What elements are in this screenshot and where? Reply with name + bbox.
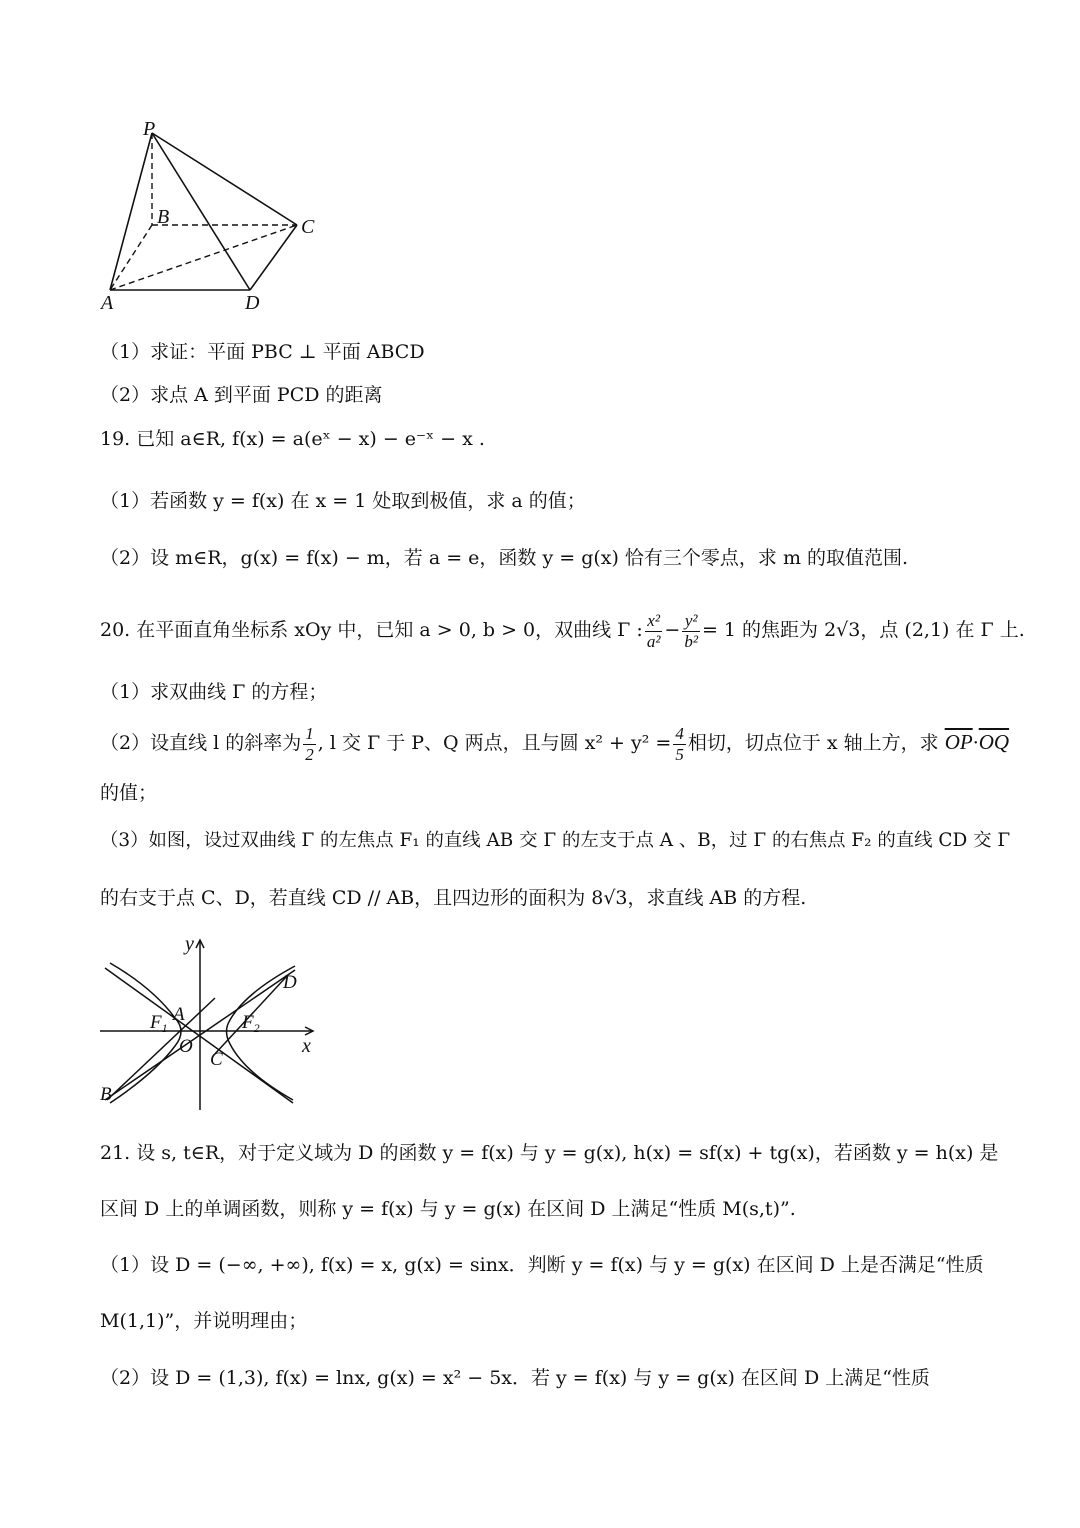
label-D: D (245, 292, 260, 314)
q20-part3-line2: 的右支于点 C、D，若直线 CD // AB，且四边形的面积为 8√3，求直线 AB 的方程. (100, 887, 807, 909)
q20-part2-a: （2）设直线 l 的斜率为 (100, 732, 302, 754)
label-F1: $F_1$ (150, 1012, 168, 1035)
q20-part2 (100, 720, 1009, 765)
dot-product: · (972, 732, 979, 754)
fraction-y2-b2: $\frac{\text{y²}}{\text{b²}}$ (684, 610, 698, 651)
q21-line2: 区间 D 上的单调函数，则称 y = f(x) 与 y = g(x) 在区间 D 上满足“性质 M(s,t)”. (100, 1198, 796, 1220)
q19-part1: （1）若函数 y = f(x) 在 x = 1 处取到极值，求 a 的值； (100, 490, 586, 512)
fraction-4-5: $\frac{4}{5}$ (675, 723, 684, 764)
q18-part2: （2）求点 A 到平面 PCD 的距离 (100, 384, 383, 406)
label-P: P (143, 118, 156, 140)
q20-stem-b: = 1 的焦距为 2√3，点 (2,1) 在 Γ 上. (701, 619, 1025, 641)
vector-OQ: $\overline{OQ}$ (978, 730, 1010, 754)
label-C: C (301, 216, 315, 238)
q20-minus: − (664, 619, 681, 641)
label-D2: D (283, 972, 297, 993)
q21-part2-line1: （2）设 D = (1,3), f(x) = lnx, g(x) = x² − 5x．若 y = f(x) 与 y = g(x) 在区间 D 上满足“性质 (100, 1367, 930, 1389)
label-F2: $F_2$ (242, 1012, 260, 1035)
q19-stem: 19. 已知 a∈R, f(x) = a(eˣ − x) − e⁻ˣ − x . (100, 428, 485, 450)
label-A: A (101, 292, 114, 314)
hyperbola-figure (95, 928, 325, 1113)
fraction-1-2: $\frac{1}{2}$ (305, 723, 314, 764)
pyramid-figure (95, 115, 335, 320)
q20-part3-line1: （3）如图，设过双曲线 Γ 的左焦点 F₁ 的直线 AB 交 Γ 的左支于点 A 、B，过 Γ 的右焦点 F₂ 的直线 CD 交 Γ (100, 830, 1011, 851)
label-y: y (185, 933, 194, 955)
q20-part2-c: 相切，切点位于 x 轴上方，求 (687, 732, 939, 754)
q21-part1-line1: （1）设 D = (−∞, +∞), f(x) = x, g(x) = sinx．判断 y = f(x) 与 y = g(x) 在区间 D 上是否满足“性质 (100, 1254, 984, 1276)
q18-part1: （1）求证：平面 PBC ⊥ 平面 ABCD (100, 341, 425, 363)
label-x: x (302, 1035, 311, 1057)
q20-stem (100, 608, 1025, 652)
label-B: B (157, 206, 170, 228)
q19-part2: （2）设 m∈R，g(x) = f(x) − m，若 a = e，函数 y = g(x) 恰有三个零点，求 m 的取值范围. (100, 547, 909, 569)
q20-part2-b: , l 交 Γ 于 P、Q 两点，且与圆 x² + y² = (317, 732, 672, 754)
label-B2: B (100, 1084, 112, 1105)
fraction-x2-a2: $\frac{\text{x²}}{\text{a²}}$ (646, 610, 661, 651)
label-O: O (179, 1036, 193, 1057)
q20-part1: （1）求双曲线 Γ 的方程； (100, 681, 328, 703)
q21-line1: 21. 设 s, t∈R，对于定义域为 D 的函数 y = f(x) 与 y = g(x), h(x) = sf(x) + tg(x)，若函数 y = h(x) 是 (100, 1142, 999, 1164)
q20-stem-a: 20. 在平面直角坐标系 xOy 中，已知 a > 0, b > 0，双曲线 Γ : (100, 619, 643, 641)
q21-part1-line2: M(1,1)”，并说明理由； (100, 1310, 308, 1332)
q20-part2-cont: 的值； (100, 782, 158, 804)
label-C2: C (210, 1049, 223, 1070)
vector-OP: $\overline{OP}$ (944, 730, 973, 754)
label-A2: A (173, 1004, 185, 1025)
